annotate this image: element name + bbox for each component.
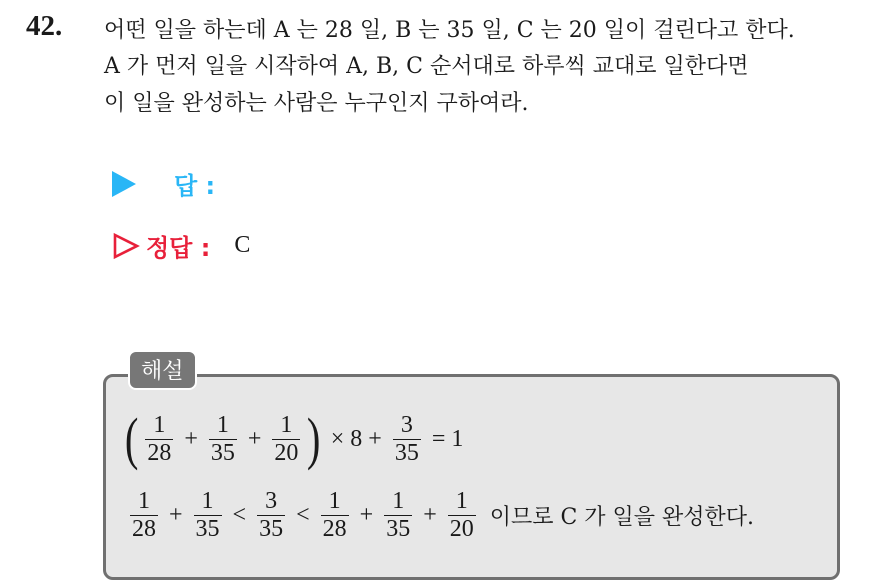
explanation-box [103, 374, 840, 580]
explanation-tag: 해설 [128, 350, 197, 390]
operator: + [359, 502, 374, 528]
outline-triangle-icon [112, 232, 140, 260]
left-paren: ( [124, 406, 139, 471]
explanation-conclusion: 이므로 C 가 일을 완성한다. [489, 505, 755, 530]
fraction: $\frac{1}{28}$ [147, 411, 172, 466]
fraction: $\frac{3}{35}$ [259, 488, 284, 542]
correct-answer-row [112, 228, 250, 263]
fraction: $\frac{1}{35}$ [386, 488, 411, 542]
play-triangle-icon [112, 171, 136, 197]
question-line-2: A 가 먼저 일을 시작하여 A, B, C 순서대로 하루씩 교대로 일한다면 [104, 54, 749, 79]
fraction: $\frac{3}{35}$ [394, 411, 419, 466]
question-line-1: 어떤 일을 하는데 A 는 28 일, B 는 35 일, C 는 20 일이 걸린다고 한다. [104, 18, 795, 43]
operator: + [423, 502, 437, 528]
operator: < [296, 502, 310, 528]
fraction: $\frac{1}{20}$ [449, 488, 474, 542]
fraction: $\frac{1}{35}$ [195, 488, 220, 542]
answer-row [112, 166, 239, 201]
fraction: $\frac{1}{28}$ [132, 488, 156, 542]
answer-label: 답 : [174, 172, 216, 200]
fraction: $\frac{1}{20}$ [274, 411, 299, 466]
explanation-equation-1 [122, 406, 470, 471]
operator: + [247, 425, 262, 452]
operator: = 1 [431, 425, 464, 452]
operator: < [232, 502, 247, 528]
operator: + [169, 502, 183, 528]
question-line-3: 이 일을 완성하는 사람은 누구인지 구하여라. [104, 91, 529, 116]
question-number: 42. [26, 10, 63, 42]
fraction: $\frac{1}{28}$ [322, 488, 347, 542]
operator: + [184, 425, 198, 452]
correct-answer-value: C [234, 232, 251, 258]
correct-answer-label: 정답 : [146, 234, 211, 262]
explanation-equation-2 [126, 488, 754, 543]
operator: × 8 + [330, 425, 382, 452]
right-paren: ) [307, 406, 321, 471]
fraction: $\frac{1}{35}$ [210, 411, 235, 466]
